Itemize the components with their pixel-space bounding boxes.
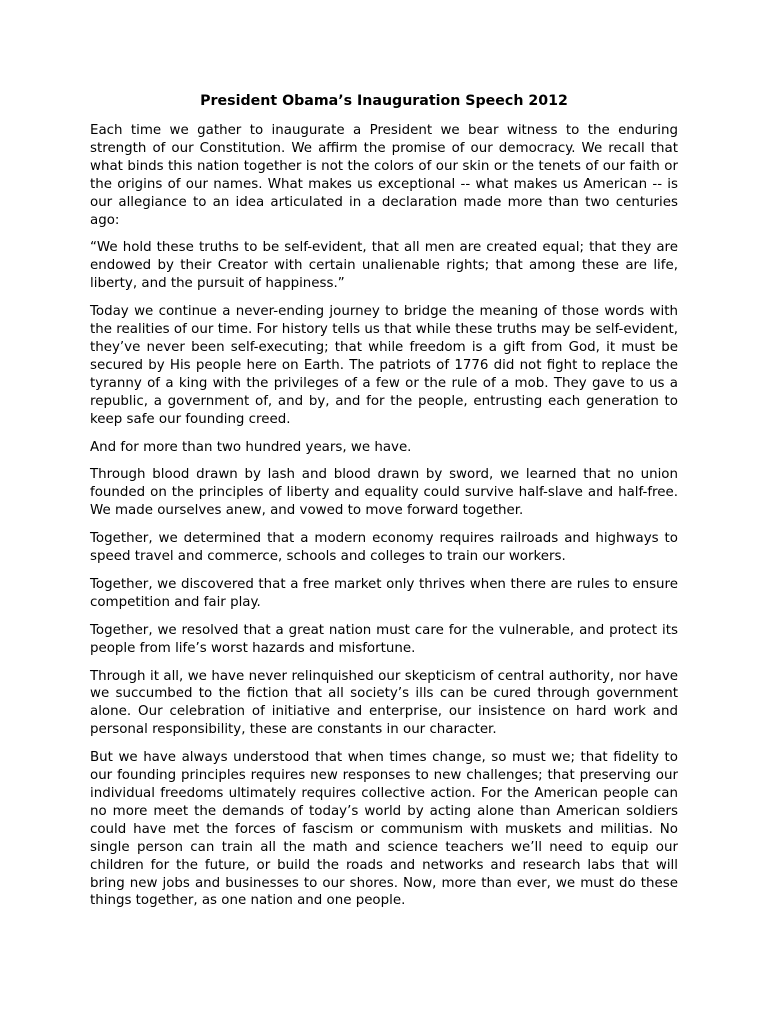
paragraph-2: “We hold these truths to be self-evident, that all men are created equal; that they are endowed by their Creator with certain unalienable rights; that among these are life, liberty, and the pursuit of happiness.” (90, 240, 678, 292)
paragraph-8: Together, we resolved that a great nation must care for the vulnerable, and protect its people from life’s worst hazards and misfortune. (90, 622, 678, 656)
paragraph-1: Each time we gather to inaugurate a President we bear witness to the enduring strength of our Constitution. We affirm the promise of our democracy. We recall that what binds this nation together is not the colors of our skin or the tenets of our faith or the origins of our names. What makes us exceptional -- what makes us American -- is our allegiance to an idea articulated in a declaration made more than two centuries ago: (90, 123, 678, 228)
paragraph-3: Today we continue a never-ending journey to bridge the meaning of those words with the realities of our time. For history tells us that while these truths may be self-evident, they’ve never been self-executing; that while freedom is a gift from God, it must be secured by His people here on Earth. The patriots of 1776 did not fight to replace the tyranny of a king with the privileges of a few or the rule of a mob. They gave to us a republic, a government of, and by, and for the people, entrusting each generation to keep safe our founding creed. (90, 304, 678, 427)
document-title: President Obama’s Inauguration Speech 2012 (200, 93, 568, 109)
paragraph-6: Together, we determined that a modern economy requires railroads and highways to speed travel and commerce, schools and colleges to train our workers. (90, 531, 678, 565)
paragraph-5: Through blood drawn by lash and blood drawn by sword, we learned that no union founded on the principles of liberty and equality could survive half-slave and half-free. We made ourselves anew, and vowed to move forward together. (90, 467, 678, 519)
document-page (90, 91, 678, 920)
paragraph-10: But we have always understood that when times change, so must we; that fidelity to our founding principles requires new responses to new challenges; that preserving our individual freedoms ultimately requires collective action. For the American people can no more meet the demands of today’s world by acting alone than American soldiers could have met the forces of fascism or communism with muskets and militias. No single person can train all the math and science teachers we’ll need to equip our children for the future, or build the roads and networks and research labs that will bring new jobs and businesses to our shores. Now, more than ever, we must do these things together, as one nation and one people. (90, 750, 678, 909)
paragraph-7: Together, we discovered that a free market only thrives when there are rules to ensure competition and fair play. (90, 576, 678, 610)
paragraph-9: Through it all, we have never relinquished our skepticism of central authority, nor have we succumbed to the fiction that all society’s ills can be cured through government alone. Our celebration of initiative and enterprise, our insistence on hard work and personal responsibility, these are constants in our character. (90, 668, 678, 738)
paragraph-4: And for more than two hundred years, we have. (90, 439, 412, 455)
